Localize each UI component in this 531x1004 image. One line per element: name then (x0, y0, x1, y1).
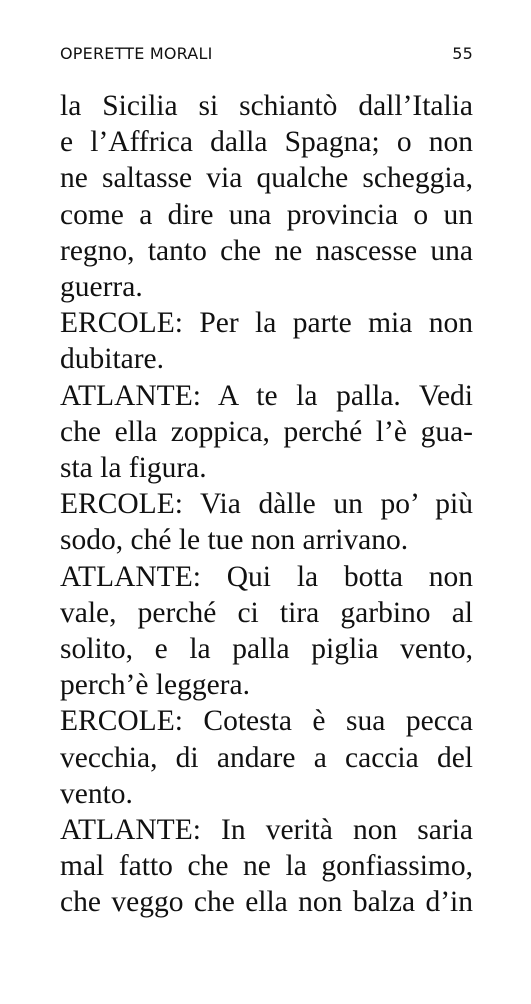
text-line: ERCOLE: Per la parte mia non (60, 307, 473, 340)
text-line: ATLANTE: In verità non saria (60, 814, 473, 847)
text-line: come a dire una provincia o un (60, 198, 473, 231)
text-line: che ella zoppica, perché l’è gua- (60, 415, 473, 448)
running-title: OPERETTE MORALI (60, 44, 213, 63)
text-line: guerra. (60, 271, 143, 304)
running-head (60, 44, 473, 64)
text-line: ERCOLE: Via dàlle un po’ più (60, 488, 473, 521)
text-line: mal fatto che ne la gonfiassimo, (60, 850, 473, 883)
text-line: ATLANTE: A te la palla. Vedi (60, 379, 473, 412)
text-line: ne saltasse via qualche scheggia, (60, 162, 473, 195)
text-line: ERCOLE: Cotesta è sua pecca (60, 705, 473, 738)
text-line: dubitare. (60, 343, 165, 376)
text-line: sodo, ché le tue non arrivano. (60, 524, 409, 557)
text-line: regno, tanto che ne nascesse una (60, 234, 473, 267)
text-line: ATLANTE: Qui la botta non (60, 560, 473, 593)
text-line: vecchia, di andare a caccia del (60, 741, 473, 774)
text-line: sta la figura. (60, 452, 207, 485)
page-number: 55 (452, 44, 473, 63)
text-line: vale, perché ci tira garbino al (60, 596, 473, 629)
text-line: che veggo che ella non balza d’in (60, 886, 473, 919)
text-line: perch’è leggera. (60, 669, 250, 702)
text-line: la Sicilia si schiantò dall’Italia (60, 90, 473, 122)
text-line: vento. (60, 777, 133, 810)
body-text (60, 88, 473, 921)
text-line: solito, e la palla piglia vento, (60, 633, 473, 666)
text-line: e l’Affrica dalla Spagna; o non (60, 126, 473, 159)
